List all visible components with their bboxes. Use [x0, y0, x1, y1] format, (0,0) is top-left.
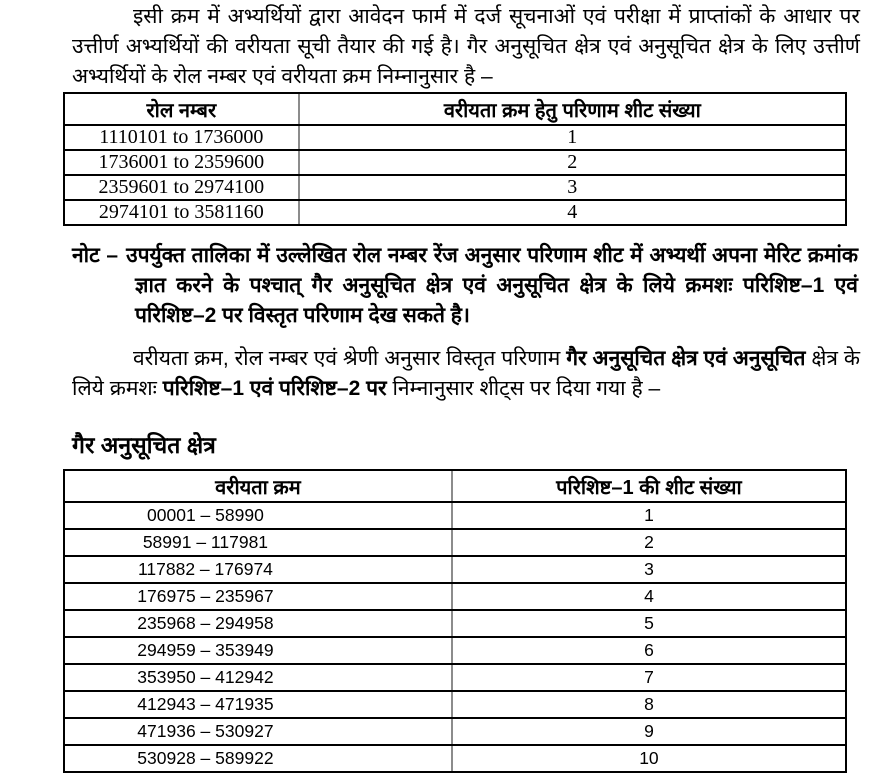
detail-paragraph: [72, 344, 860, 404]
note-label: नोट –: [72, 244, 119, 267]
table-row: [64, 691, 846, 718]
table-cell: 530928 – 589922: [64, 745, 452, 772]
table-cell: 7: [452, 664, 846, 691]
detail-paragraph-segment-bold: परिशिष्ट–1 एवं परिशिष्ट–2 पर: [162, 377, 387, 400]
table-header-row: [64, 470, 846, 502]
priority-order-column-header: वरीयता क्रम: [64, 470, 452, 502]
table-cell: 1736001 to 2359600: [64, 150, 299, 175]
table-cell: 294959 – 353949: [64, 637, 452, 664]
section-heading: गैर अनुसूचित क्षेत्र: [72, 432, 216, 458]
roll-number-table: [63, 92, 847, 226]
table-cell: 2359601 to 2974100: [64, 175, 299, 200]
result-sheet-column-header: वरीयता क्रम हेतु परिणाम शीट संख्या: [299, 93, 846, 125]
table-cell: 5: [452, 610, 846, 637]
table-row: [64, 200, 846, 225]
appendix-sheet-column-header: परिशिष्ट–1 की शीट संख्या: [452, 470, 846, 502]
roll-number-column-header: रोल नम्बर: [64, 93, 299, 125]
table-cell: 176975 – 235967: [64, 583, 452, 610]
table-cell: 1110101 to 1736000: [64, 125, 299, 150]
table-row: [64, 664, 846, 691]
table-cell: 1: [299, 125, 846, 150]
table-row: [64, 718, 846, 745]
table-row: [64, 637, 846, 664]
table-row: [64, 502, 846, 529]
non-scheduled-area-table: [63, 469, 847, 773]
table-header-row: [64, 93, 846, 125]
table-cell: 2974101 to 3581160: [64, 200, 299, 225]
table-cell: 3: [452, 556, 846, 583]
detail-paragraph-segment-bold: गैर अनुसूचित क्षेत्र एवं अनुसूचित: [566, 347, 806, 370]
table-cell: 1: [452, 502, 846, 529]
table-cell: 2: [299, 150, 846, 175]
note-text: उपर्युक्त तालिका में उल्लेखित रोल नम्बर रेंज अनुसार परिणाम शीट में अभ्यर्थी अपना मेरिट क्रमांक ज्ञात करने के पश्चात् गैर अनुसूचित क्षेत्र एवं अनुसूचित क्षेत्र के लिये क्रमशः परिशिष्ट–1 एवं परिशिष्ट–2 पर विस्तृत परिणाम देख सकते है।: [126, 244, 858, 327]
table-cell: 235968 – 294958: [64, 610, 452, 637]
table-cell: 6: [452, 637, 846, 664]
table-cell: 353950 – 412942: [64, 664, 452, 691]
table-cell: 4: [452, 583, 846, 610]
table-row: [64, 610, 846, 637]
table-row: [64, 556, 846, 583]
table-cell: 10: [452, 745, 846, 772]
detail-paragraph-segment: वरीयता क्रम, रोल नम्बर एवं श्रेणी अनुसार विस्तृत परिणाम: [133, 347, 567, 370]
table-cell: 8: [452, 691, 846, 718]
table-row: [64, 150, 846, 175]
table-cell: 4: [299, 200, 846, 225]
table-row: [64, 745, 846, 772]
table-cell: 471936 – 530927: [64, 718, 452, 745]
note-block: [72, 241, 858, 331]
table-cell: 9: [452, 718, 846, 745]
table-cell: 412943 – 471935: [64, 691, 452, 718]
table-cell: 58991 – 117981: [64, 529, 452, 556]
table-cell: 3: [299, 175, 846, 200]
table-cell: 117882 – 176974: [64, 556, 452, 583]
detail-paragraph-segment: निम्नानुसार शीट्स पर दिया गया है –: [386, 377, 661, 400]
detail-paragraph-segment: क्षेत्र के लिये क्रमशः: [72, 347, 860, 400]
table-row: [64, 583, 846, 610]
table-row: [64, 125, 846, 150]
table-cell: 00001 – 58990: [64, 502, 452, 529]
intro-paragraph: इसी क्रम में अभ्यर्थियों द्वारा आवेदन फार्म में दर्ज सूचनाओं एवं परीक्षा में प्राप्तांकों के आधार पर उत्तीर्ण अभ्यर्थियों की वरीयता सूची तैयार की गई है। गैर अनुसूचित क्षेत्र एवं अनुसूचित क्षेत्र के लिए उत्तीर्ण अभ्यर्थियों के रोल नम्बर एवं वरीयता क्रम निम्नानुसार है –: [72, 5, 860, 88]
table-row: [64, 529, 846, 556]
table-row: [64, 175, 846, 200]
table-cell: 2: [452, 529, 846, 556]
